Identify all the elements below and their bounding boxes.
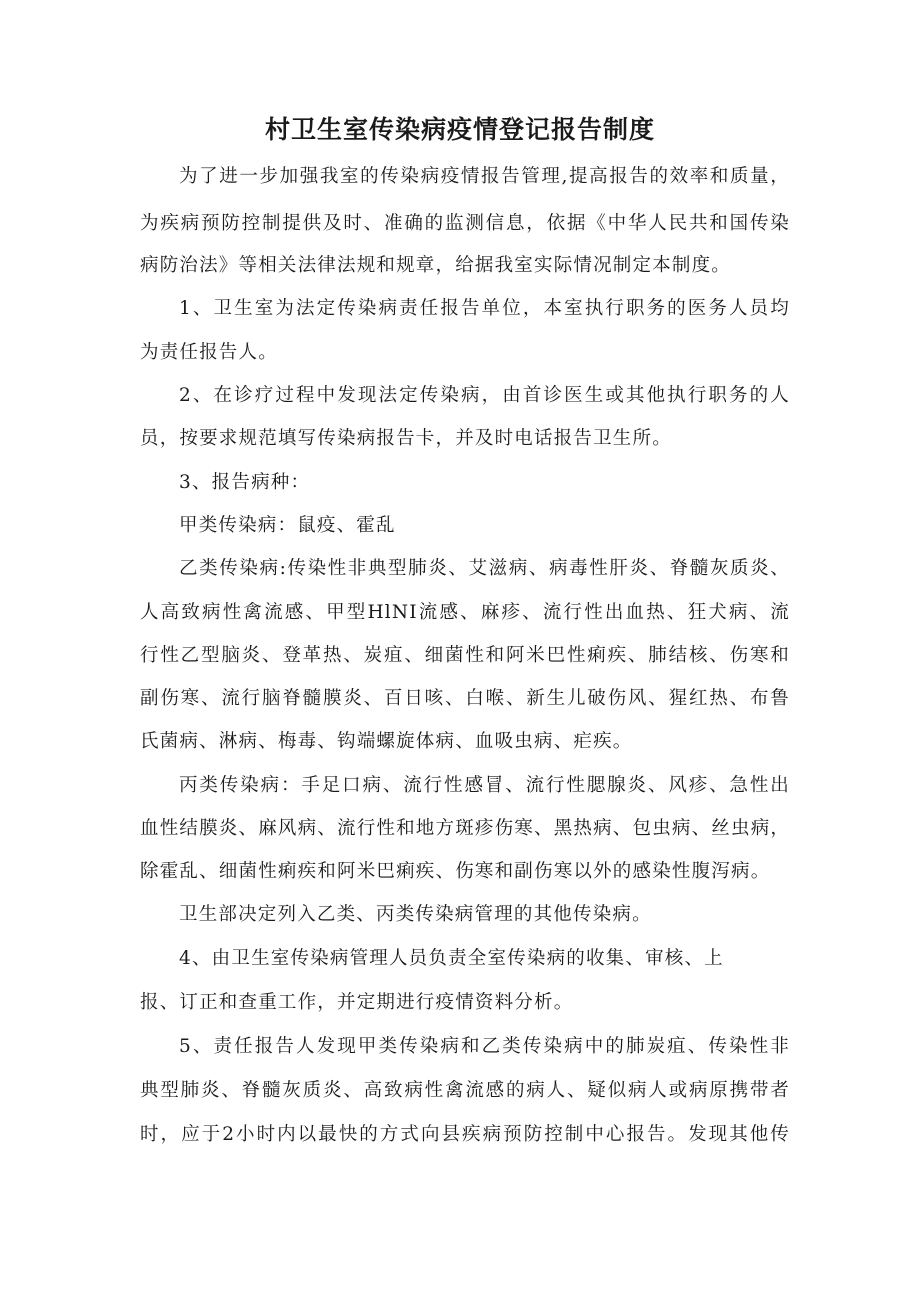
text-line: 为了进一步加强我室的传染病疫情报告管理,提高报告的效率和质量， <box>179 166 790 187</box>
text-line: 除霍乱、细菌性痢疾和阿米巴痢疾、伤寒和副伤寒以外的感染性腹泻病。 <box>140 861 771 882</box>
text-line: 血性结膜炎、麻风病、流行性和地方斑疹伤寒、黑热病、包虫病、丝虫病， <box>140 818 791 839</box>
text-line: 氏菌病、淋病、梅毒、钩端螺旋体病、血吸虫病、疟疾。 <box>140 731 633 752</box>
text-line: 3、报告病种： <box>179 472 311 493</box>
text-line: 行性乙型脑炎、登革热、炭疽、细菌性和阿米巴性痢疾、肺结核、伤寒和 <box>140 645 790 666</box>
text-line: 典型肺炎、脊髓灰质炎、高致病性禽流感的病人、疑似病人或病原携带者 <box>140 1080 790 1101</box>
text-line: 甲类传染病：鼠疫、霍乱 <box>179 515 396 536</box>
text-line: 5、责任报告人发现甲类传染病和乙类传染病中的肺炭疽、传染性非 <box>179 1036 790 1057</box>
document-title: 村卫生室传染病疫情登记报告制度 <box>264 115 655 144</box>
text-line: 乙类传染病:传染性非典型肺炎、艾滋病、病毒性肝炎、脊髓灰质炎、 <box>179 558 790 579</box>
text-line: 2、在诊疗过程中发现法定传染病，由首诊医生或其他执行职务的人 <box>179 385 790 406</box>
text-line: 为责任报告人。 <box>140 342 278 363</box>
text-line: 4、由卫生室传染病管理人员负责全室传染病的收集、审核、上 <box>179 948 724 969</box>
text-line: 报、订正和查重工作，并定期进行疫情资料分析。 <box>140 992 574 1013</box>
text-line: 员，按要求规范填写传染病报告卡，并及时电话报告卫生所。 <box>140 428 672 449</box>
text-line: 时，应于2小时内以最快的方式向县疾病预防控制中心报告。发现其他传 <box>140 1124 790 1145</box>
text-line: 为疾病预防控制提供及时、准确的监测信息，依据《中华人民共和国传染 <box>140 213 790 234</box>
text-line: 人高致病性禽流感、甲型HlNI流感、麻疹、流行性出血热、狂犬病、流 <box>140 602 790 623</box>
text-line: 副伤寒、流行脑脊髓膜炎、百日咳、白喉、新生儿破伤风、猩红热、布鲁 <box>140 688 790 709</box>
text-line: 1、卫生室为法定传染病责任报告单位，本室执行职务的医务人员均 <box>179 298 790 319</box>
text-line: 卫生部决定列入乙类、丙类传染病管理的其他传染病。 <box>179 904 652 925</box>
text-line: 病防治法》等相关法律法规和规章，给据我室实际情况制定本制度。 <box>140 255 732 276</box>
text-line: 丙类传染病：手足口病、流行性感冒、流行性腮腺炎、风疹、急性出 <box>179 775 790 796</box>
